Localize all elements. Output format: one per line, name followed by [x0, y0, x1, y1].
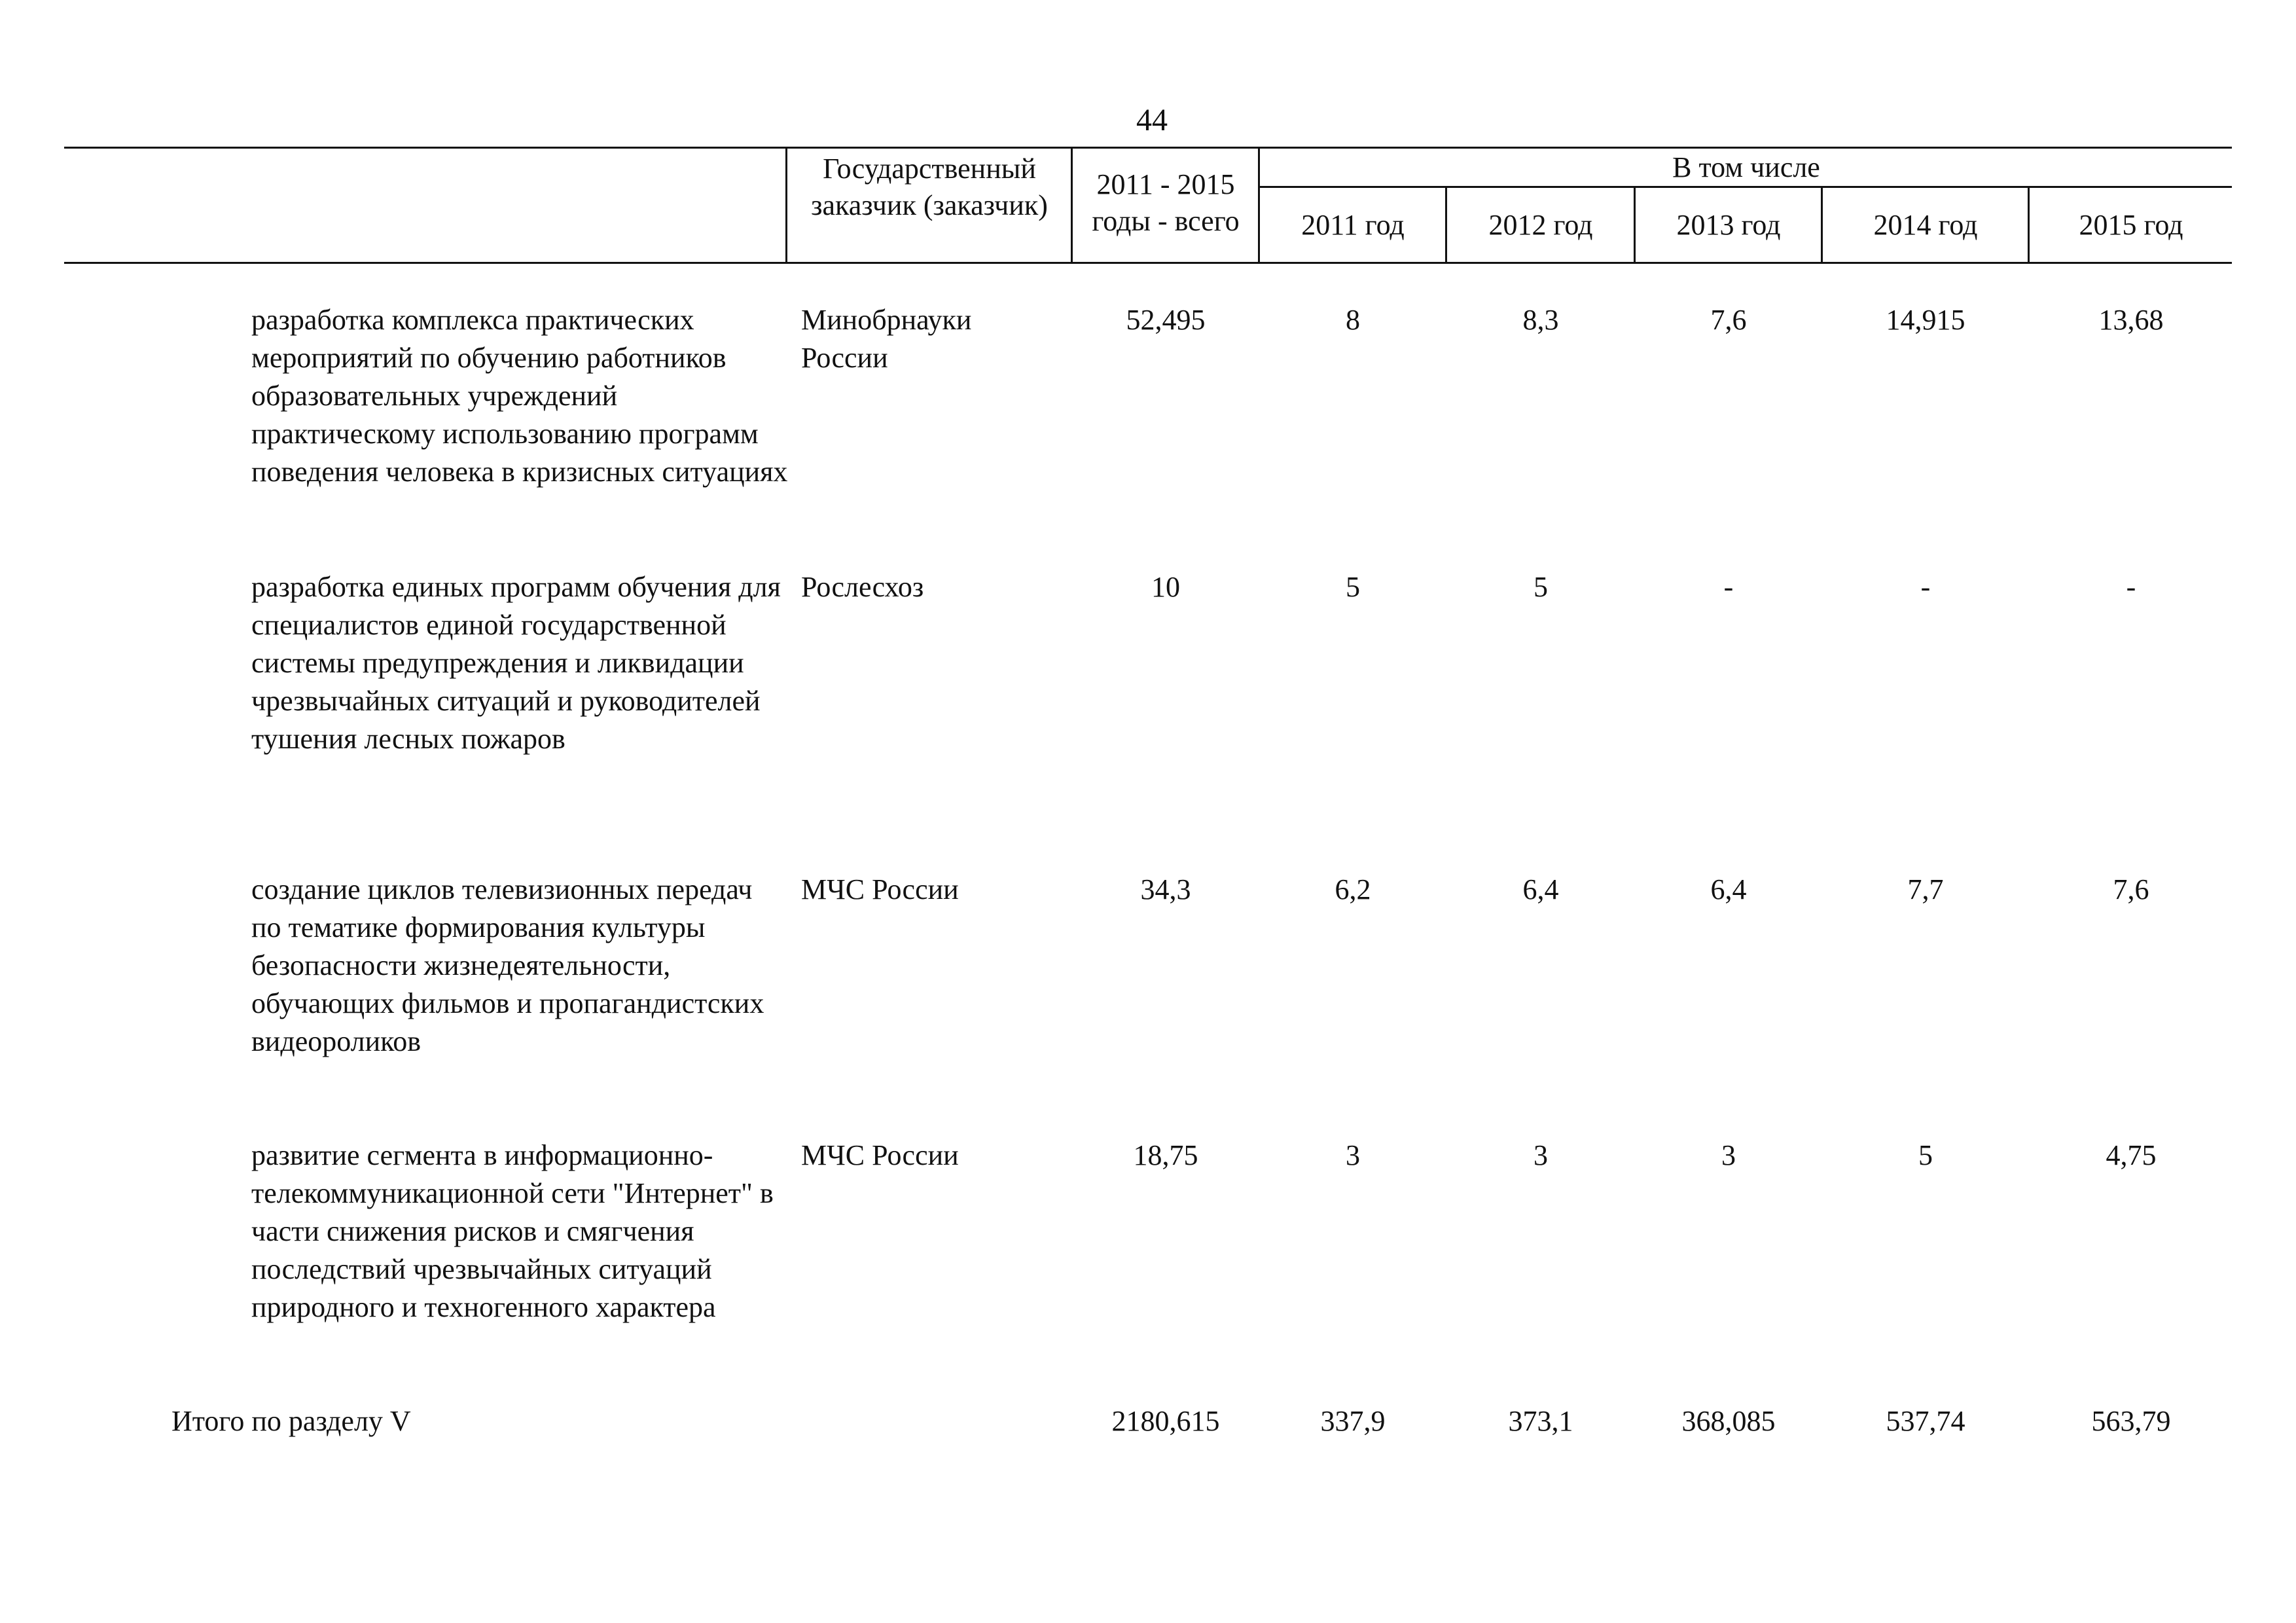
page-number: 44 — [1136, 103, 1168, 137]
row-value-2013: 3 — [1721, 1139, 1736, 1171]
row-description: создание циклов телевизионных передач по тематике формирования культуры безопасности жизнедеятельности, обучающих фильмов и пропагандистских видеороликов — [251, 873, 764, 1057]
row-value-2012: 3 — [1534, 1139, 1548, 1171]
row-value-2014: 7,7 — [1907, 873, 1944, 905]
row-value-2012: 8,3 — [1522, 304, 1559, 336]
row-value-2014: 14,915 — [1886, 304, 1965, 336]
row-description: разработка комплекса практических мероприятий по обучению работников образовательных учреждений практическому использованию программ поведения человека в кризисных ситуациях — [251, 304, 788, 488]
header-bottom-rule — [64, 262, 2232, 264]
header-divider — [1821, 186, 1823, 263]
row-description: разработка единых программ обучения для специалистов единой государственной системы предупреждения и ликвидации чрезвычайных ситуаций и руководителей тушения лесных пожаров — [251, 571, 781, 755]
row-customer: Минобрнауки России — [801, 304, 972, 374]
row-value-2013: 7,6 — [1710, 304, 1747, 336]
header-divider — [2028, 186, 2030, 263]
row-value-2014: 5 — [1918, 1139, 1933, 1171]
row-value-2015: 7,6 — [2113, 873, 2149, 905]
header-including: В том числе — [1672, 151, 1820, 183]
row-value-2012: 5 — [1534, 571, 1548, 603]
row-value-2013: 6,4 — [1710, 873, 1747, 905]
header-divider — [1634, 186, 1636, 263]
row-total: 18,75 — [1133, 1139, 1198, 1171]
row-total: 34,3 — [1140, 873, 1191, 905]
summary-value-2012: 373,1 — [1508, 1405, 1573, 1437]
row-value-2015: - — [2126, 571, 2136, 603]
row-value-2014: - — [1920, 571, 1931, 603]
row-value-2011: 6,2 — [1335, 873, 1371, 905]
row-value-2015: 4,75 — [2106, 1139, 2157, 1171]
row-customer: Рослесхоз — [801, 571, 924, 603]
row-customer: МЧС России — [801, 873, 959, 905]
row-value-2013: - — [1723, 571, 1734, 603]
summary-value-2013: 368,085 — [1681, 1405, 1776, 1437]
row-total: 52,495 — [1126, 304, 1206, 336]
years-divider-rule — [1258, 186, 2232, 188]
row-value-2012: 6,4 — [1522, 873, 1559, 905]
header-divider — [785, 147, 787, 263]
summary-total: 2180,615 — [1111, 1405, 1220, 1437]
header-total: 2011 - 2015 годы - всего — [1092, 168, 1240, 237]
row-total: 10 — [1151, 571, 1180, 603]
row-value-2011: 5 — [1346, 571, 1360, 603]
row-value-2015: 13,68 — [2098, 304, 2164, 336]
header-divider — [1258, 147, 1260, 263]
header-divider — [1071, 147, 1073, 263]
row-customer: МЧС России — [801, 1139, 959, 1171]
header-year-2014: 2014 год — [1873, 209, 1978, 241]
header-year-2015: 2015 год — [2079, 209, 2183, 241]
row-value-2011: 8 — [1346, 304, 1360, 336]
summary-label: Итого по разделу V — [171, 1405, 411, 1437]
row-value-2011: 3 — [1346, 1139, 1360, 1171]
header-year-2013: 2013 год — [1676, 209, 1781, 241]
header-year-2011: 2011 год — [1301, 209, 1405, 241]
header-divider — [1445, 186, 1447, 263]
row-description: развитие сегмента в информационно-телекоммуникационной сети "Интернет" в части снижения рисков и смягчения последствий чрезвычайных ситуаций природного и техногенного характера — [251, 1139, 774, 1323]
header-customer: Государственный заказчик (заказчик) — [811, 153, 1048, 221]
summary-value-2015: 563,79 — [2091, 1405, 2171, 1437]
summary-value-2014: 537,74 — [1886, 1405, 1965, 1437]
header-top-rule — [64, 147, 2232, 149]
header-year-2012: 2012 год — [1488, 209, 1593, 241]
summary-value-2011: 337,9 — [1320, 1405, 1386, 1437]
